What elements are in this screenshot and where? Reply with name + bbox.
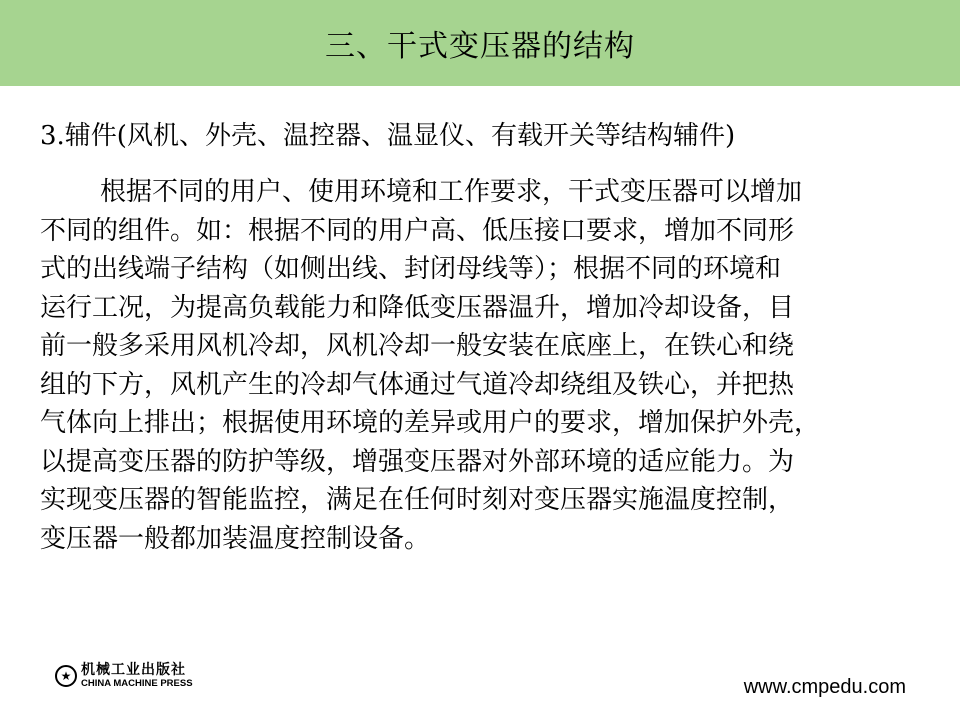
publisher-logo-icon: ★ xyxy=(55,665,77,687)
website-url: www.cmpedu.com xyxy=(743,676,906,698)
paragraph-line: 实现变压器的智能监控，满足在任何时刻对变压器实施温度控制， xyxy=(40,485,795,515)
section-subtitle: 3.辅件(风机、外壳、温控器、温显仪、有载开关等结构辅件) xyxy=(40,121,736,151)
paragraph-line: 气体向上排出；根据使用环境的差异或用户的要求，增加保护外壳， xyxy=(40,408,821,438)
paragraph-line: 运行工况，为提高负载能力和降低变压器温升，增加冷却设备，目 xyxy=(40,292,795,323)
paragraph-line: 以提高变压器的防护等级，增强变压器对外部环境的适应能力。为 xyxy=(40,446,795,477)
paragraph-line: 前一般多采用风机冷却，风机冷却一般安装在底座上，在铁心和绕 xyxy=(40,331,795,361)
paragraph-line: 变压器一般都加装温度控制设备。 xyxy=(40,523,431,554)
slide-content xyxy=(40,116,920,558)
slide-title: 三、干式变压器的结构 xyxy=(325,29,635,64)
publisher-name-en: CHINA MACHINE PRESS xyxy=(81,678,193,689)
body-paragraph xyxy=(40,173,920,558)
publisher-logo xyxy=(55,662,193,690)
paragraph-line: 不同的组件。如：根据不同的用户高、低压接口要求，增加不同形 xyxy=(40,215,795,246)
publisher-name-cn: 机械工业出版社 xyxy=(81,662,186,678)
paragraph-line: 组的下方，风机产生的冷却气体通过气道冷却绕组及铁心，并把热 xyxy=(40,369,795,400)
paragraph-line: 式的出线端子结构（如侧出线、封闭母线等）；根据不同的环境和 xyxy=(40,254,782,284)
publisher-logo-text xyxy=(81,663,193,689)
paragraph-line: 根据不同的用户、使用环境和工作要求，干式变压器可以增加 xyxy=(100,177,803,207)
title-bar xyxy=(0,0,960,86)
